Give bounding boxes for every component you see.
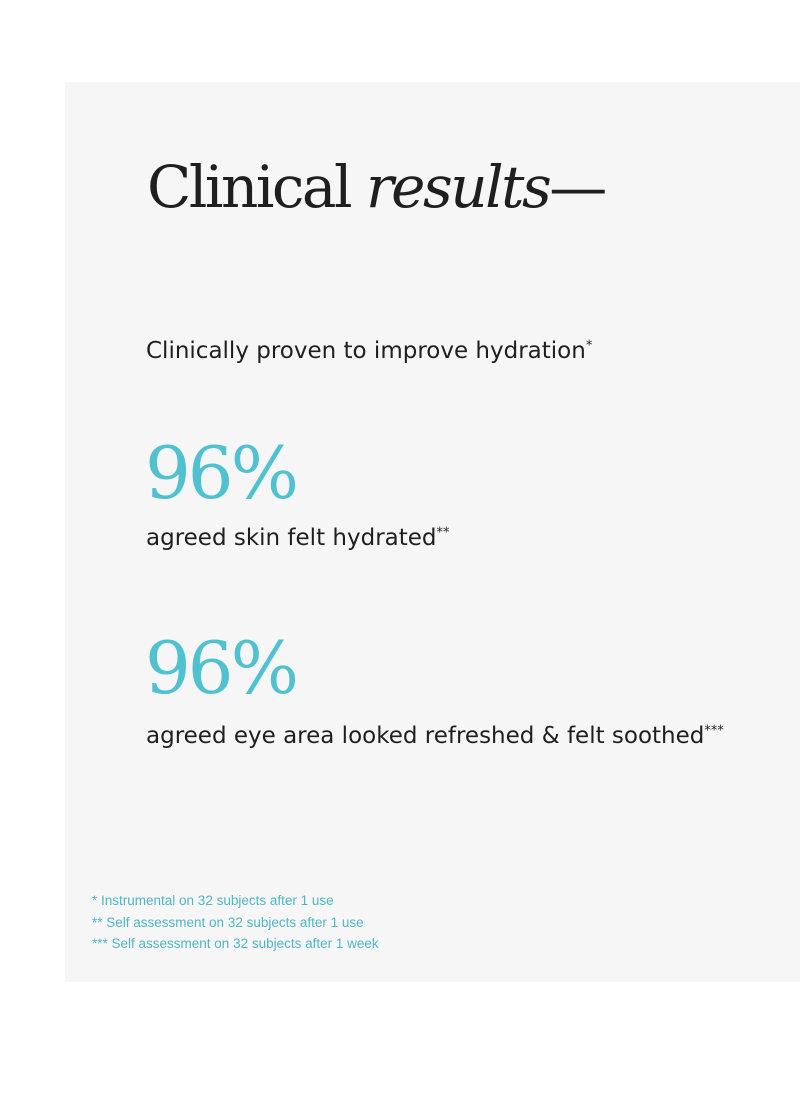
footnote-self-assessment-use: ** Self assessment on 32 subjects after 1 use: [92, 914, 364, 930]
clinical-results-panel: [65, 82, 800, 982]
title-regular: Clinical: [147, 153, 366, 221]
footnotes: [92, 890, 379, 955]
stat-label-marker: ***: [704, 723, 724, 739]
stat-value-skin-hydrated: 96%: [145, 431, 297, 515]
stat-label-eye-area: [146, 723, 724, 749]
stat-label-text: agreed eye area looked refreshed & felt soothed: [146, 723, 705, 749]
stat-label-text: agreed skin felt hydrated: [146, 525, 437, 551]
footnote-self-assessment-week: *** Self assessment on 32 subjects after 1 week: [92, 936, 379, 951]
title-dash: —: [549, 153, 605, 221]
page-title: [147, 153, 605, 221]
stat-label-marker: **: [436, 525, 450, 541]
hydration-claim: [146, 338, 592, 364]
stat-value-eye-area: 96%: [145, 626, 297, 710]
hydration-claim-marker: *: [585, 338, 593, 354]
title-italic: results: [365, 153, 550, 221]
footnote-instrumental: * Instrumental on 32 subjects after 1 use: [92, 893, 334, 908]
hydration-claim-text: Clinically proven to improve hydration: [146, 338, 586, 364]
stat-label-skin-hydrated: [146, 525, 450, 551]
